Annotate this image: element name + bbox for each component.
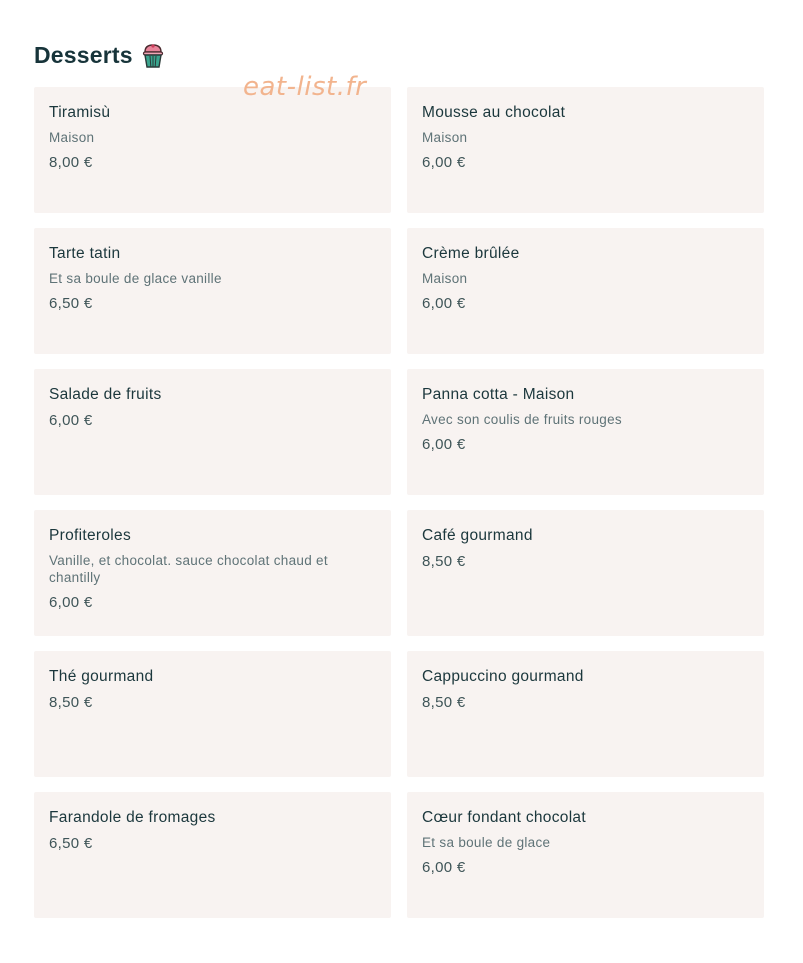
item-description: Maison	[49, 130, 95, 145]
item-name: Panna cotta - Maison	[422, 386, 575, 403]
item-price: 6,50 €	[49, 835, 93, 852]
item-name: Farandole de fromages	[49, 809, 216, 826]
menu-item-card[interactable]	[34, 369, 391, 495]
item-price: 6,00 €	[422, 859, 466, 876]
menu-item-card[interactable]	[34, 87, 391, 213]
item-price: 8,50 €	[49, 694, 93, 711]
item-price: 6,00 €	[422, 295, 466, 312]
menu-item-card[interactable]	[34, 510, 391, 636]
menu-item-card[interactable]	[407, 369, 764, 495]
item-price: 6,00 €	[422, 436, 466, 453]
menu-grid	[34, 87, 764, 918]
item-description: Et sa boule de glace	[422, 835, 551, 850]
item-price: 6,00 €	[49, 594, 93, 611]
menu-item-card[interactable]	[407, 510, 764, 636]
menu-item-card[interactable]	[407, 792, 764, 918]
watermark-text: eat-list.fr	[243, 72, 367, 102]
menu-item-card[interactable]	[34, 228, 391, 354]
item-price: 8,50 €	[422, 694, 466, 711]
item-description: Vanille, et chocolat. sauce chocolat chaud et chantilly	[49, 553, 328, 585]
item-name: Cappuccino gourmand	[422, 668, 584, 685]
item-price: 6,00 €	[422, 154, 466, 171]
menu-item-card[interactable]	[34, 651, 391, 777]
menu-item-card[interactable]	[407, 87, 764, 213]
item-price: 8,50 €	[422, 553, 466, 570]
menu-item-card[interactable]	[407, 651, 764, 777]
item-name: Tiramisù	[49, 104, 111, 121]
item-price: 6,50 €	[49, 295, 93, 312]
item-name: Café gourmand	[422, 527, 533, 544]
item-name: Mousse au chocolat	[422, 104, 566, 121]
item-name: Crème brûlée	[422, 245, 520, 262]
cupcake-icon	[141, 43, 165, 69]
item-description: Avec son coulis de fruits rouges	[422, 412, 622, 427]
menu-item-card[interactable]	[34, 792, 391, 918]
item-price: 6,00 €	[49, 412, 93, 429]
item-name: Cœur fondant chocolat	[422, 809, 586, 826]
item-name: Salade de fruits	[49, 386, 162, 403]
item-description: Maison	[422, 271, 468, 286]
item-name: Profiteroles	[49, 527, 131, 544]
menu-item-card[interactable]	[407, 228, 764, 354]
item-name: Thé gourmand	[49, 668, 154, 685]
item-price: 8,00 €	[49, 154, 93, 171]
item-name: Tarte tatin	[49, 245, 121, 262]
section-header	[34, 42, 165, 69]
section-title: Desserts	[34, 42, 133, 68]
item-description: Et sa boule de glace vanille	[49, 271, 222, 286]
item-description: Maison	[422, 130, 468, 145]
